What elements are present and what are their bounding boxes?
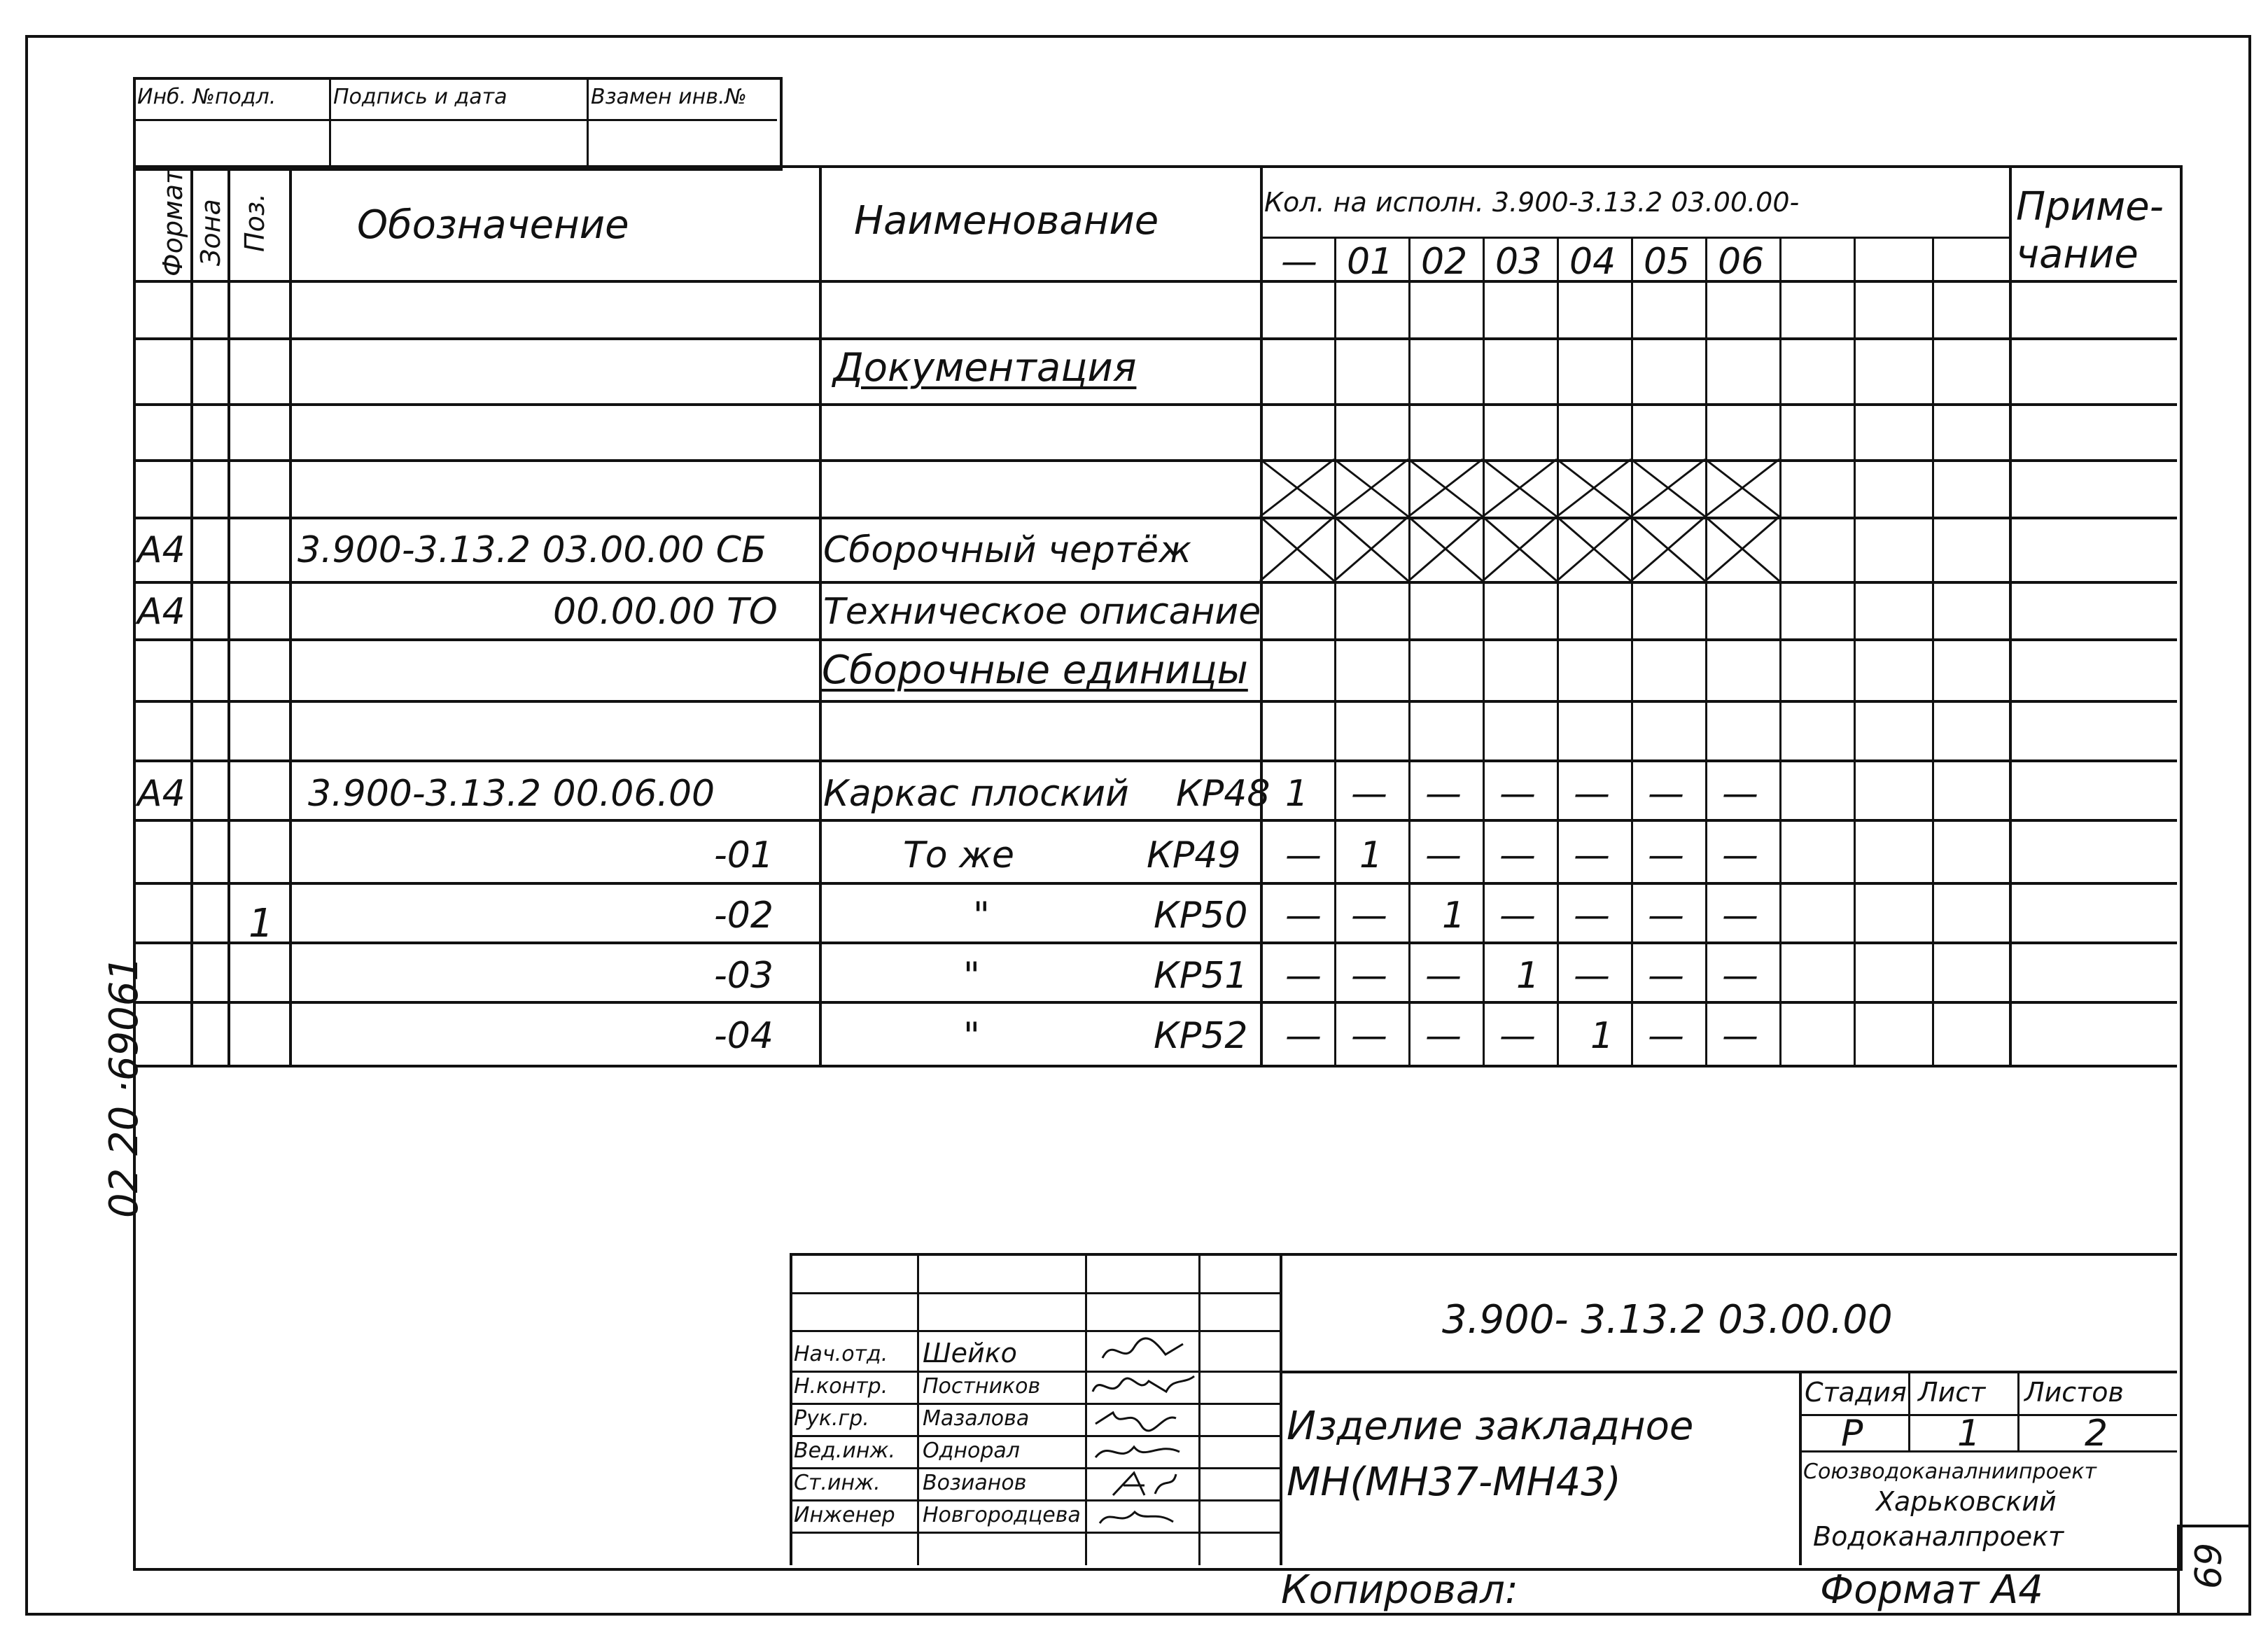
unit-row-name: То же [903,834,1014,876]
qty-cell: — [1648,895,1684,937]
position-number: 1 [248,901,274,946]
qty-cell: — [1499,895,1536,937]
stamp-inv-orig: Инб. №подл. [137,85,276,109]
section-assembly-units: Сборочные единицы [822,648,1248,693]
margin-number: 02 20 ·69061 [102,955,147,1218]
doc-row-designation: 3.900-3.13.2 03.00.00 СБ [298,529,766,571]
unit-row-mark: КР51 [1154,955,1248,997]
unit-row-designation: -04 [714,1015,774,1057]
unit-row-mark: КР52 [1154,1015,1248,1057]
qty-cell: — [1574,895,1610,937]
qty-cell: — [1425,955,1462,997]
qty-cell: — [1425,773,1462,815]
section-documentation: Документация [833,345,1137,391]
unit-row-name: Каркас плоский [823,773,1129,815]
doc-row-designation: 00.00.00 ТО [553,591,778,633]
header-zone: Зона [195,199,226,266]
qty-cell: — [1574,773,1610,815]
stage-label: Стадия [1805,1377,1907,1408]
qty-cell: — [1648,773,1684,815]
qty-cell: — [1425,834,1462,876]
qty-cell: — [1499,773,1536,815]
stamp-sign-date: Подпись и дата [333,85,507,109]
unit-row-designation: -02 [714,895,774,937]
role-label: Нач.отд. [794,1342,888,1366]
qty-cell: 1 [1590,1015,1614,1057]
variant-header: 02 [1421,241,1468,283]
item-name: Изделие закладное [1287,1404,1694,1449]
header-name: Наименование [854,198,1159,244]
item-sub: МН(МН37-МН43) [1287,1460,1621,1505]
role-label: Инженер [794,1503,895,1527]
page-number: 69 [2188,1542,2230,1589]
role-label: Вед.инж. [794,1438,895,1463]
header-format: Формат [158,168,188,276]
signer-name: Шейко [923,1338,1017,1368]
qty-cell: — [1285,1015,1322,1057]
qty-cell: — [1351,955,1387,997]
signer-name: Постников [923,1374,1041,1399]
qty-cell: — [1285,834,1322,876]
signer-name: Мазалова [923,1406,1030,1431]
unit-row-mark: КР49 [1147,834,1241,876]
qty-cell: 1 [1285,773,1309,815]
qty-cell: — [1351,1015,1387,1057]
qty-cell: — [1722,1015,1758,1057]
qty-cell: — [1648,955,1684,997]
unit-row-name: " [963,1015,980,1057]
qty-cell: — [1351,895,1387,937]
qty-cell: — [1285,895,1322,937]
signer-name: Возианов [923,1471,1027,1495]
signature [1092,1404,1190,1435]
copied-label: Копировал: [1281,1567,1518,1613]
header-note-l1: Приме- [2016,184,2164,230]
sheets-label: Листов [2024,1377,2124,1408]
header-designation: Обозначение [357,202,629,248]
unit-row-name: " [973,895,990,937]
doc-number: 3.900- 3.13.2 03.00.00 [1442,1297,1893,1343]
header-qty: Кол. на исполн. 3.900-3.13.2 03.00.00- [1264,187,1800,218]
unit-row-format: А4 [137,773,186,815]
format-label: Формат А4 [1820,1567,2043,1613]
role-label: Ст.инж. [794,1471,881,1495]
role-label: Н.контр. [794,1374,888,1399]
stamp-replace-inv: Взамен инв.№ [591,85,747,109]
stage-value: Р [1841,1413,1863,1455]
sheet-label: Лист [1918,1377,1986,1408]
variant-header: 04 [1569,241,1616,283]
qty-cell: — [1574,834,1610,876]
signature [1099,1334,1190,1368]
qty-cell: — [1722,895,1758,937]
signer-name: Однорал [923,1438,1020,1463]
qty-cell: — [1425,1015,1462,1057]
signature [1106,1469,1183,1499]
unit-row-mark: КР48 [1176,773,1270,815]
signature [1096,1501,1187,1532]
signature [1089,1371,1201,1403]
qty-cell: 1 [1359,834,1383,876]
signer-name: Новгородцева [923,1503,1081,1527]
variant-header: 06 [1718,241,1765,283]
unit-row-mark: КР50 [1154,895,1248,937]
unit-row-designation: -01 [714,834,774,876]
sheet-value: 1 [1957,1413,1981,1455]
unit-row-name: " [963,955,980,997]
qty-cell: — [1499,1015,1536,1057]
qty-cell: — [1351,773,1387,815]
doc-row-name: Техническое описание [823,591,1261,633]
variant-header: 01 [1347,241,1394,283]
header-note-l2: чание [2016,232,2138,277]
role-label: Рук.гр. [794,1406,869,1431]
variant-header: 05 [1644,241,1690,283]
qty-cell: — [1499,834,1536,876]
unit-row-designation: -03 [714,955,774,997]
qty-cell: — [1648,834,1684,876]
doc-row-format: А4 [137,529,186,571]
header-pos: Поз. [239,192,270,252]
sheets-value: 2 [2085,1413,2108,1455]
qty-cell: — [1574,955,1610,997]
org-name: Водоканалпроект [1813,1521,2064,1552]
qty-cell: — [1648,1015,1684,1057]
qty-cell: — [1722,955,1758,997]
qty-cell: 1 [1516,955,1540,997]
qty-cell: — [1722,773,1758,815]
doc-row-format: А4 [137,591,186,633]
signature [1092,1436,1190,1467]
doc-row-name: Сборочный чертёж [823,529,1191,571]
org-name: Харьковский [1876,1486,2057,1517]
variant-header: 03 [1495,241,1542,283]
org-name: Союзводоканалниипроект [1803,1460,2096,1484]
qty-cell: — [1722,834,1758,876]
unit-row-designation: 3.900-3.13.2 00.06.00 [308,773,715,815]
variant-header: — [1281,241,1317,283]
qty-cell: — [1285,955,1322,997]
qty-cell: 1 [1442,895,1466,937]
